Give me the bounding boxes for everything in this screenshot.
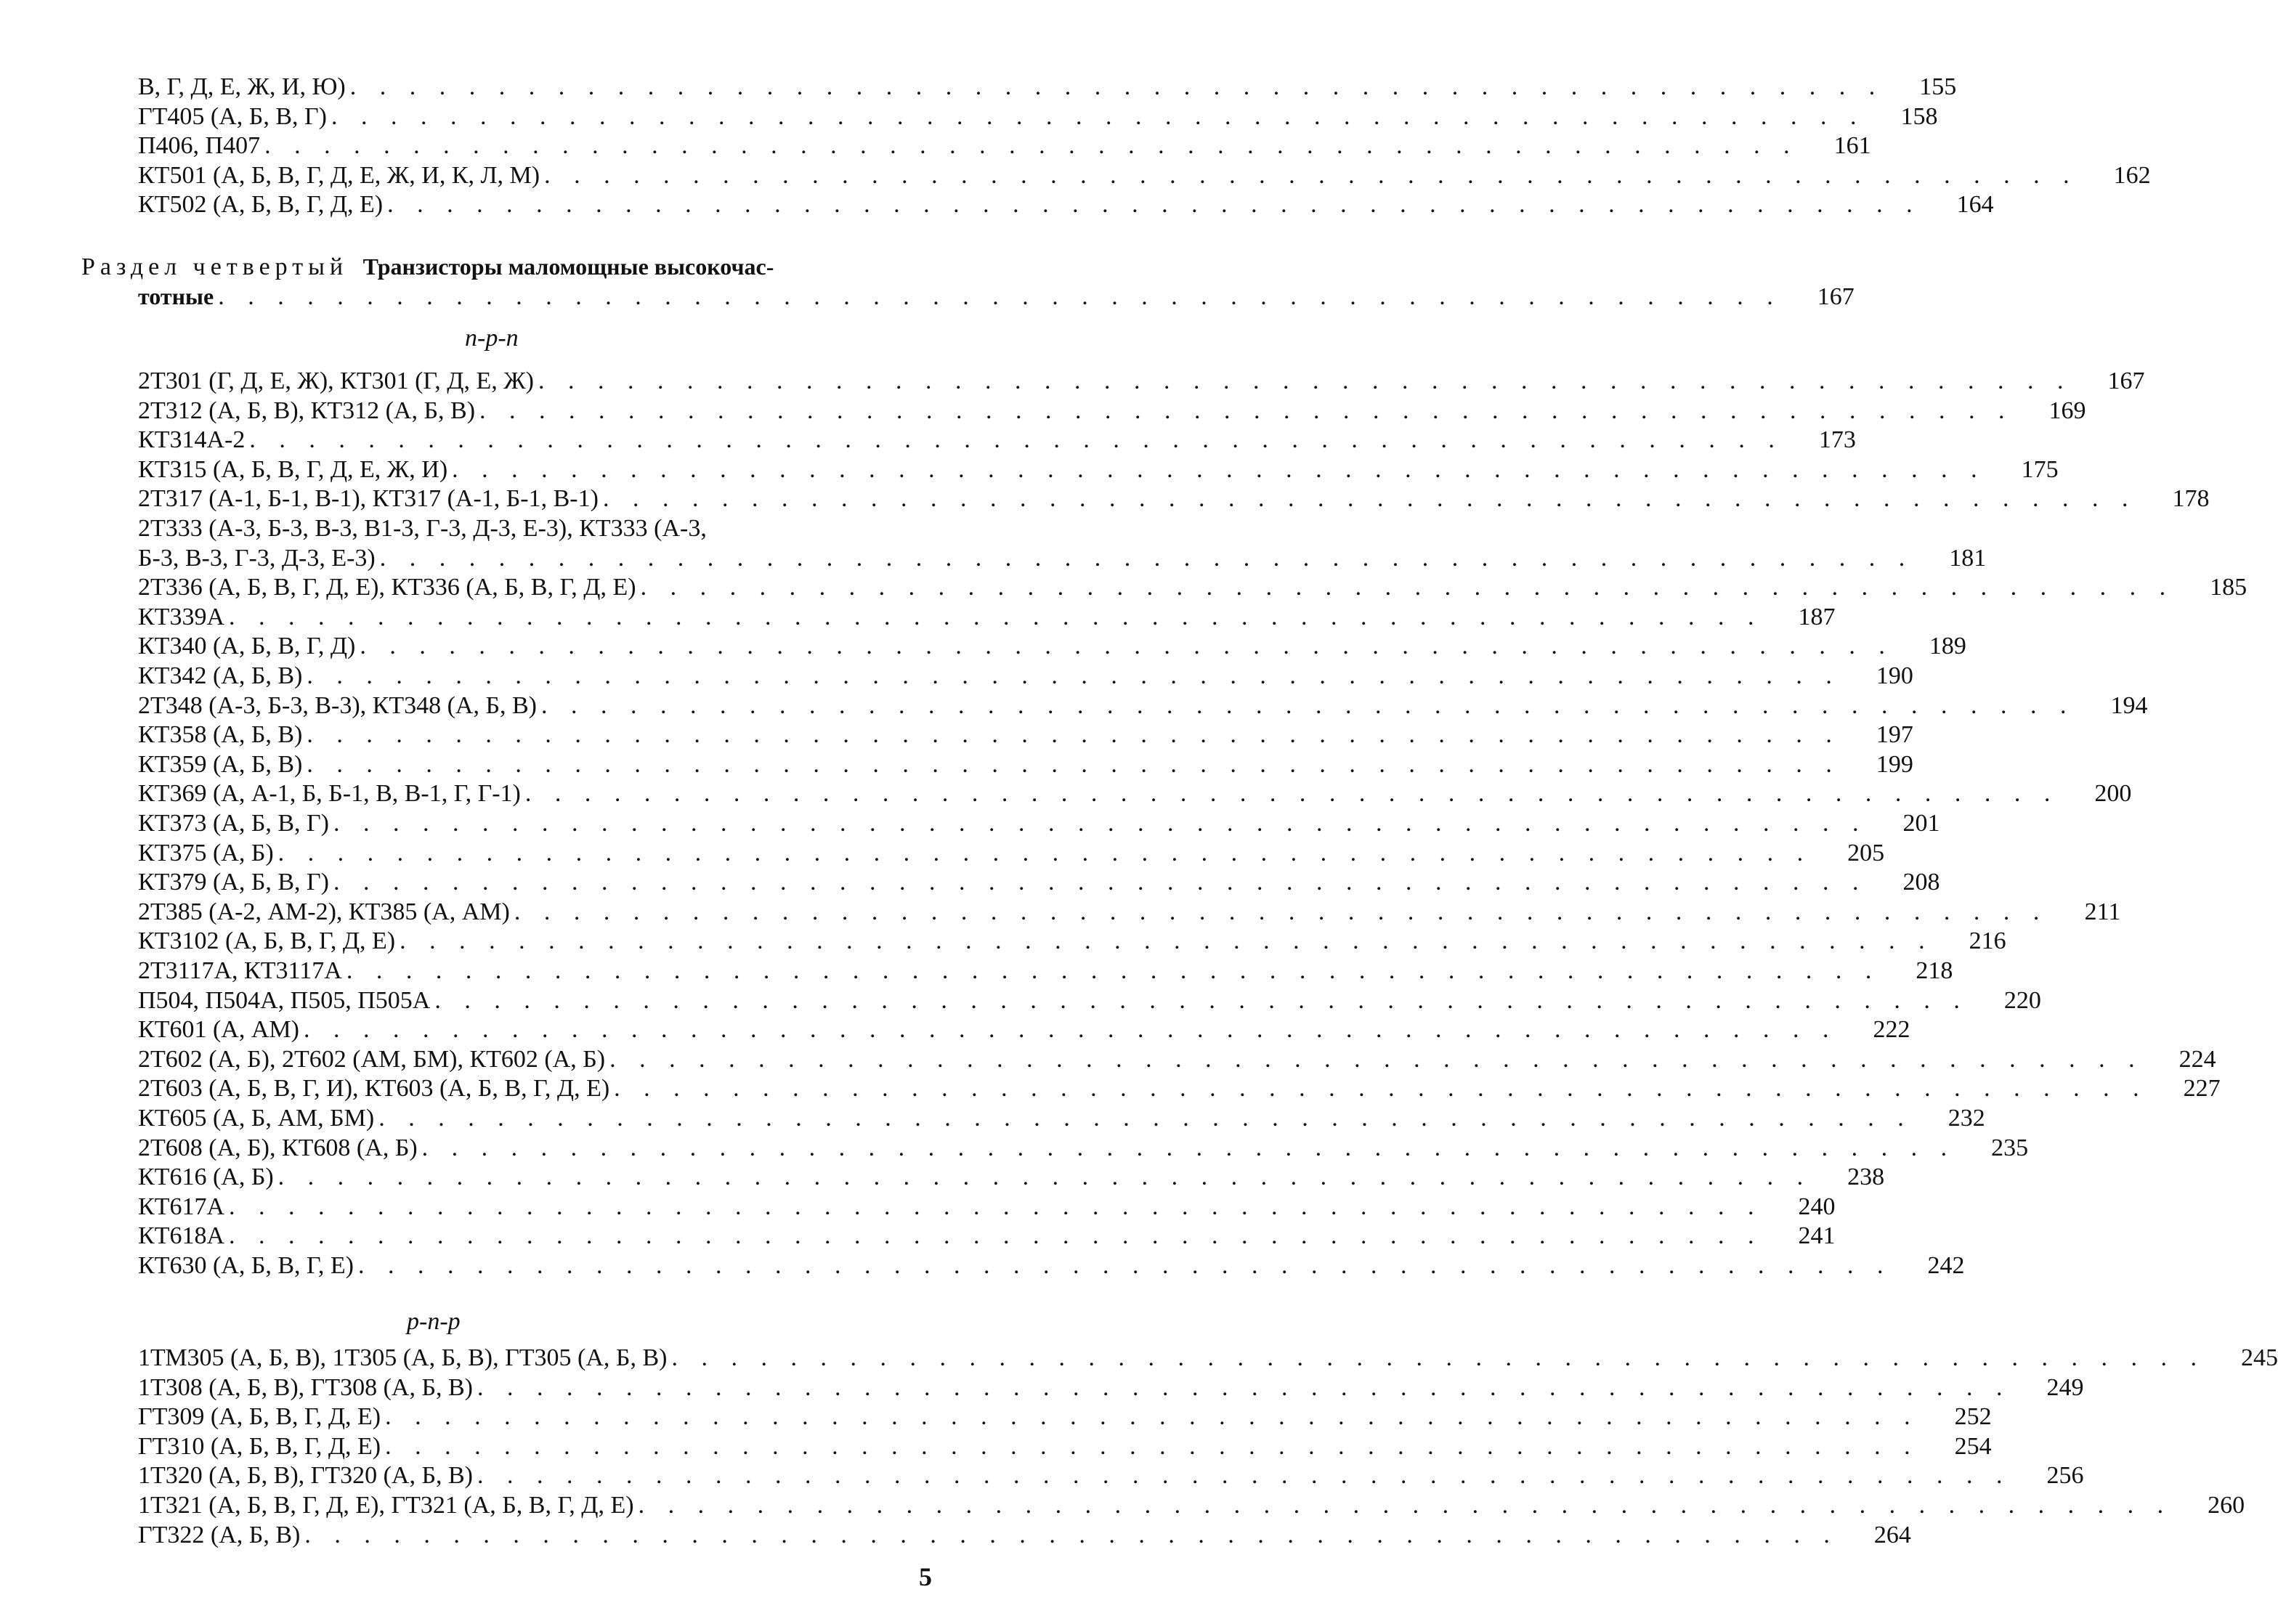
toc-entry-page: 189 — [1929, 633, 1966, 660]
leader-dots: . . . . . . . . . . . . . . . . . . . . . . . . . . . . . . . . . . . . . . . . . . . . . . . . . . . . — [357, 1252, 1892, 1279]
toc-entry-page: 200 — [2094, 780, 2132, 808]
toc-entry-page: 201 — [1902, 810, 1940, 837]
toc-entry-text: КТ358 (А, Б, В) — [138, 721, 303, 749]
leader-dots: . . . . . . . . . . . . . . . . . . . . . . . . . . . . . . . . . . . . . . . . . . . . . . . . . . . . — [229, 1193, 1763, 1220]
toc-entry-text: КТ616 (А, Б) — [138, 1164, 274, 1191]
toc-entry — [138, 73, 1957, 102]
leader-dots: . . . . . . . . . . . . . . . . . . . . . . . . . . . . . . . . . . . . . . . . . . . . . . . . . . . . — [614, 1075, 2148, 1103]
toc-entry — [138, 750, 1913, 779]
toc-entry-page: 211 — [2084, 898, 2121, 925]
toc-entry-page: 158 — [1900, 102, 1938, 130]
toc-entry-text: ГТ310 (А, Б, В, Г, Д, Е) — [138, 1432, 381, 1460]
leader-dots: . . . . . . . . . . . . . . . . . . . . . . . . . . . . . . . . . . . . . . . . . . . . . . . . . . . . — [540, 691, 2075, 719]
toc-entry-page: 222 — [1873, 1016, 1910, 1044]
toc-entry-text: КТ339А — [138, 603, 224, 630]
section-title-line1: Транзисторы маломощные высокочас- — [362, 253, 774, 280]
toc-entry-page: 164 — [1956, 191, 1994, 218]
leader-dots: . . . . . . . . . . . . . . . . . . . . . . . . . . . . . . . . . . . . . . . . . . . . . . . . . . . . — [229, 603, 1763, 630]
toc-entry-page: 190 — [1876, 662, 1913, 689]
toc-entry — [138, 809, 1940, 838]
leader-dots: . . . . . . . . . . . . . . . . . . . . . . . . . . . . . . . . . . . . . . . . . . . . . . . . . . . . — [477, 1373, 2011, 1401]
toc-entry-text: П504, П504А, П505, П505А — [138, 986, 431, 1014]
toc-entry — [138, 190, 1994, 219]
toc-entry-text: 2Т608 (А, Б), КТ608 (А, Б) — [138, 1134, 418, 1161]
leader-dots: . . . . . . . . . . . . . . . . . . . . . . . . . . . . . . . . . . . . . . . . . . . . . . . . . . . . — [249, 426, 1783, 454]
toc-entry — [138, 898, 2121, 927]
toc-entry-text: КТ501 (А, Б, В, Г, Д, Е, Ж, И, К, Л, М) — [138, 161, 540, 189]
toc-entry — [138, 1521, 1911, 1550]
toc-entry-page: 240 — [1798, 1193, 1836, 1220]
toc-entry-text: КТ373 (А, Б, В, Г) — [138, 810, 330, 837]
toc-entry-text: 2Т385 (А-2, АМ-2), КТ385 (А, АМ) — [138, 898, 510, 925]
toc-entry-text: 1ТМ305 (А, Б, В), 1Т305 (А, Б, В), ГТ305 (А, Б, В) — [138, 1344, 668, 1371]
leader-dots: . . . . . . . . . . . . . . . . . . . . . . . . . . . . . . . . . . . . . . . . . . . . . . . . . . . . — [400, 927, 1934, 955]
leader-dots: . . . . . . . . . . . . . . . . . . . . . . . . . . . . . . . . . . . . . . . . . . . . . . . . . . . . — [333, 810, 1868, 837]
toc-entry-text: КТ630 (А, Б, В, Г, Е) — [138, 1252, 354, 1279]
toc-entry-page: 260 — [2208, 1492, 2245, 1519]
toc-entry-text: 2Т301 (Г, Д, Е, Ж), КТ301 (Г, Д, Е, Ж) — [138, 368, 534, 394]
toc-entry — [138, 426, 1856, 455]
toc-entry — [138, 367, 2145, 396]
toc-entry-page: 232 — [1947, 1105, 1985, 1132]
toc-entry-page: 235 — [1991, 1134, 2029, 1161]
toc-entry — [138, 1251, 1965, 1280]
toc-entry-page: 199 — [1876, 750, 1913, 778]
toc-entry-page: 256 — [2046, 1462, 2084, 1490]
leader-dots: . . . . . . . . . . . . . . . . . . . . . . . . . . . . . . . . . . . . . . . . . . . . . . . . . . . . — [379, 544, 1914, 572]
toc-entry-text: В, Г, Д, Е, Ж, И, Ю) — [138, 73, 346, 100]
toc-entry-text: КТ601 (А, АМ) — [138, 1016, 299, 1044]
toc-entry-text: КТ618А — [138, 1222, 224, 1250]
toc-entry — [138, 927, 2006, 956]
toc-entry-text: 1Т320 (А, Б, В), ГТ320 (А, Б, В) — [138, 1462, 473, 1490]
toc-entry — [138, 514, 868, 543]
toc-entry-text: КТ3102 (А, Б, В, Г, Д, Е) — [138, 927, 396, 955]
toc-entry-text: КТ359 (А, Б, В) — [138, 750, 303, 778]
toc-entry-page: 208 — [1902, 869, 1940, 896]
leader-dots: . . . . . . . . . . . . . . . . . . . . . . . . . . . . . . . . . . . . . . . . . . . . . . . . . . . . — [307, 662, 1841, 689]
toc-entry-page: 224 — [2178, 1045, 2216, 1073]
toc-entry — [138, 1163, 1885, 1192]
toc-entry-text: ГТ405 (А, Б, В, Г) — [138, 102, 327, 130]
toc-entry-page: 161 — [1833, 132, 1871, 159]
toc-entry-text: 1Т321 (А, Б, В, Г, Д, Е), ГТ321 (А, Б, В, Г, Д, Е) — [138, 1492, 634, 1519]
toc-entry — [138, 1461, 2084, 1490]
leader-dots: . . . . . . . . . . . . . . . . . . . . . . . . . . . . . . . . . . . . . . . . . . . . . . . . . . . . . — [218, 283, 1782, 310]
toc-entry-text: КТ342 (А, Б, В) — [138, 662, 303, 689]
leader-dots: . . . . . . . . . . . . . . . . . . . . . . . . . . . . . . . . . . . . . . . . . . . . . . . . . . . . — [385, 1432, 1919, 1460]
toc-entry-text: 2Т603 (А, Б, В, Г, И), КТ603 (А, Б, В, Г, Д, Е) — [138, 1075, 610, 1103]
toc-entry-page: 241 — [1798, 1222, 1836, 1250]
toc-entry-text: 2Т3117А, КТ3117А — [138, 957, 342, 984]
toc-entry-page: 245 — [2240, 1344, 2278, 1371]
toc-entry — [138, 455, 2059, 484]
toc-entry-page: 178 — [2172, 485, 2210, 513]
leader-dots: . . . . . . . . . . . . . . . . . . . . . . . . . . . . . . . . . . . . . . . . . . . . . . . . . . . . — [479, 397, 2014, 424]
toc-entry-text: КТ340 (А, Б, В, Г, Д) — [138, 633, 356, 660]
toc-entry — [138, 573, 2247, 602]
subhead-pnp: p-n-p — [407, 1308, 461, 1335]
toc-entry-page: 194 — [2110, 691, 2148, 719]
toc-entry — [138, 1344, 2278, 1373]
toc-entry-page: 238 — [1847, 1164, 1885, 1191]
toc-entry — [138, 1222, 1836, 1251]
toc-entry-page: 218 — [1916, 957, 1953, 984]
leader-dots: . . . . . . . . . . . . . . . . . . . . . . . . . . . . . . . . . . . . . . . . . . . . . . . . . . . . — [602, 485, 2137, 513]
leader-dots: . . . . . . . . . . . . . . . . . . . . . . . . . . . . . . . . . . . . . . . . . . . . . . . . . . . . — [609, 1045, 2144, 1073]
toc-entry-text: 2Т312 (А, Б, В), КТ312 (А, Б, В) — [138, 397, 476, 424]
leader-dots: . . . . . . . . . . . . . . . . . . . . . . . . . . . . . . . . . . . . . . . . . . . . . . . . . . . . — [333, 869, 1868, 896]
toc-entry — [138, 1045, 2216, 1074]
toc-entry-page: 155 — [1919, 73, 1957, 100]
leader-dots: . . . . . . . . . . . . . . . . . . . . . . . . . . . . . . . . . . . . . . . . . . . . . . . . . . . . — [229, 1222, 1763, 1250]
toc-entry — [138, 1193, 1836, 1222]
toc-entry-page: 227 — [2183, 1075, 2221, 1103]
toc-entry-page: 175 — [2021, 455, 2059, 483]
toc-entry-text: КТ375 (А, Б) — [138, 839, 274, 866]
toc-entry-page: 216 — [1969, 927, 2006, 955]
toc-entry — [138, 1015, 1910, 1044]
toc-entry-page: 220 — [2003, 986, 2041, 1014]
toc-entry-page: 197 — [1876, 721, 1913, 749]
toc-entry — [138, 957, 1953, 986]
toc-entry — [138, 986, 2041, 1015]
toc-entry-text: КТ502 (А, Б, В, Г, Д, Е) — [138, 191, 384, 218]
toc-entry — [138, 839, 1885, 868]
leader-dots: . . . . . . . . . . . . . . . . . . . . . . . . . . . . . . . . . . . . . . . . . . . . . . . . . . . . — [264, 132, 1799, 159]
toc-entry — [138, 544, 1987, 573]
toc-entry — [138, 1402, 1992, 1432]
toc-entry-page: 167 — [2107, 368, 2145, 394]
section-heading — [81, 251, 774, 283]
toc-entry-text: ГТ309 (А, Б, В, Г, Д, Е) — [138, 1403, 381, 1431]
toc-entry — [138, 662, 1913, 691]
leader-dots: . . . . . . . . . . . . . . . . . . . . . . . . . . . . . . . . . . . . . . . . . . . . . . . . . . . . — [434, 986, 1969, 1014]
toc-entry-page: 205 — [1847, 839, 1885, 866]
toc-entry — [138, 1491, 2245, 1520]
toc-entry — [138, 484, 2210, 513]
leader-dots: . . . . . . . . . . . . . . . . . . . . . . . . . . . . . . . . . . . . . . . . . . . . . . . . . . . . — [452, 455, 1986, 483]
toc-entry-page: 173 — [1818, 426, 1856, 454]
toc-entry-text: КТ369 (А, А-1, Б, Б-1, В, В-1, Г, Г-1) — [138, 780, 521, 808]
toc-entry-text: 2Т602 (А, Б), 2Т602 (АМ, БМ), КТ602 (А, Б) — [138, 1045, 606, 1073]
leader-dots: . . . . . . . . . . . . . . . . . . . . . . . . . . . . . . . . . . . . . . . . . . . . . . . . . . . . — [349, 73, 1884, 100]
toc-entry-text: ГТ322 (А, Б, В) — [138, 1521, 301, 1548]
leader-dots: . . . . . . . . . . . . . . . . . . . . . . . . . . . . . . . . . . . . . . . . . . . . . . . . . . . . — [277, 839, 1812, 866]
leader-dots: . . . . . . . . . . . . . . . . . . . . . . . . . . . . . . . . . . . . . . . . . . . . . . . . . . . . — [544, 161, 2078, 189]
toc-entry-text: КТ314А-2 — [138, 426, 246, 454]
section-page: 167 — [1817, 283, 1855, 310]
leader-dots: . . . . . . . . . . . . . . . . . . . . . . . . . . . . . . . . . . . . . . . . . . . . . . . . . . . . — [538, 368, 2072, 394]
leader-dots: . . . . . . . . . . . . . . . . . . . . . . . . . . . . . . . . . . . . . . . . . . . . . . . . . . . . — [303, 1016, 1838, 1044]
toc-entry-page: 249 — [2046, 1373, 2084, 1401]
toc-entry — [138, 603, 1836, 632]
toc-entry-text: Б-3, В-3, Г-3, Д-3, Е-3) — [138, 544, 376, 572]
toc-entry-text: П406, П407 — [138, 132, 261, 159]
toc-entry — [138, 1373, 2084, 1402]
subhead-npn: n-p-n — [465, 325, 519, 352]
toc-entry — [138, 779, 2132, 808]
toc-entry-page: 169 — [2048, 397, 2086, 424]
toc-entry-text: 2Т317 (А-1, Б-1, В-1), КТ317 (А-1, Б-1, В-1) — [138, 485, 599, 513]
toc-entry-page: 264 — [1873, 1521, 1911, 1548]
leader-dots: . . . . . . . . . . . . . . . . . . . . . . . . . . . . . . . . . . . . . . . . . . . . . . . . . . . . — [277, 1164, 1812, 1191]
leader-dots: . . . . . . . . . . . . . . . . . . . . . . . . . . . . . . . . . . . . . . . . . . . . . . . . . . . . — [421, 1134, 1956, 1161]
toc-entry-page: 185 — [2210, 574, 2247, 601]
toc-entry — [138, 161, 2151, 190]
toc-entry — [138, 632, 1966, 661]
toc-entry-text: 2Т333 (А-3, Б-3, В-3, В1-3, Г-3, Д-3, Е-3), КТ333 (А-3, — [138, 515, 707, 542]
section-label: Раздел четвертый — [81, 253, 349, 280]
toc-entry-page: 242 — [1927, 1252, 1965, 1279]
leader-dots: . . . . . . . . . . . . . . . . . . . . . . . . . . . . . . . . . . . . . . . . . . . . . . . . . . . . — [524, 780, 2059, 808]
leader-dots: . . . . . . . . . . . . . . . . . . . . . . . . . . . . . . . . . . . . . . . . . . . . . . . . . . . . — [385, 1403, 1919, 1431]
toc-entry — [138, 720, 1913, 750]
toc-entry — [138, 102, 1938, 131]
toc-entry-text: КТ617А — [138, 1193, 224, 1220]
toc-entry-text: КТ605 (А, Б, АМ, БМ) — [138, 1105, 375, 1132]
leader-dots: . . . . . . . . . . . . . . . . . . . . . . . . . . . . . . . . . . . . . . . . . . . . . . . . . . . . — [514, 898, 2048, 925]
leader-dots: . . . . . . . . . . . . . . . . . . . . . . . . . . . . . . . . . . . . . . . . . . . . . . . . . . . . — [638, 1492, 2173, 1519]
leader-dots: . . . . . . . . . . . . . . . . . . . . . . . . . . . . . . . . . . . . . . . . . . . . . . . . . . . . — [671, 1344, 2205, 1371]
leader-dots: . . . . . . . . . . . . . . . . . . . . . . . . . . . . . . . . . . . . . . . . . . . . . . . . . . . . — [640, 574, 2175, 601]
toc-entry — [138, 691, 2148, 720]
toc-entry — [138, 1104, 1985, 1133]
toc-entry — [138, 397, 2086, 426]
leader-dots: . . . . . . . . . . . . . . . . . . . . . . . . . . . . . . . . . . . . . . . . . . . . . . . . . . . . — [378, 1105, 1913, 1132]
leader-dots: . . . . . . . . . . . . . . . . . . . . . . . . . . . . . . . . . . . . . . . . . . . . . . . . . . . . — [304, 1521, 1839, 1548]
toc-entry-page: 254 — [1954, 1432, 1992, 1460]
leader-dots: . . . . . . . . . . . . . . . . . . . . . . . . . . . . . . . . . . . . . . . . . . . . . . . . . . . . — [331, 102, 1865, 130]
toc-entry-page: 252 — [1954, 1403, 1992, 1431]
leader-dots: . . . . . . . . . . . . . . . . . . . . . . . . . . . . . . . . . . . . . . . . . . . . . . . . . . . . — [360, 633, 1894, 660]
leader-dots: . . . . . . . . . . . . . . . . . . . . . . . . . . . . . . . . . . . . . . . . . . . . . . . . . . . . — [346, 957, 1881, 984]
leader-dots: . . . . . . . . . . . . . . . . . . . . . . . . . . . . . . . . . . . . . . . . . . . . . . . . . . . . — [307, 750, 1841, 778]
leader-dots: . . . . . . . . . . . . . . . . . . . . . . . . . . . . . . . . . . . . . . . . . . . . . . . . . . . . — [477, 1462, 2011, 1490]
toc-entry-page: 181 — [1949, 544, 1987, 572]
toc-entry-text: КТ315 (А, Б, В, Г, Д, Е, Ж, И) — [138, 455, 448, 483]
toc-entry-text: 2Т348 (А-3, Б-3, В-3), КТ348 (А, Б, В) — [138, 691, 537, 719]
toc-entry — [138, 1432, 1992, 1461]
toc-entry-text: 2Т336 (А, Б, В, Г, Д, Е), КТ336 (А, Б, В, Г, Д, Е) — [138, 574, 636, 601]
section-title-line2: тотные — [138, 283, 214, 309]
toc-entry — [138, 131, 1871, 161]
toc-entry-page: 162 — [2113, 161, 2151, 189]
page-number: 5 — [919, 1562, 932, 1591]
toc-entry-text: КТ379 (А, Б, В, Г) — [138, 869, 330, 896]
leader-dots: . . . . . . . . . . . . . . . . . . . . . . . . . . . . . . . . . . . . . . . . . . . . . . . . . . . . — [387, 191, 1921, 218]
toc-entry — [138, 1134, 2029, 1163]
toc-entry — [138, 1074, 2221, 1103]
toc-entry-page: 187 — [1798, 603, 1836, 630]
section-title-continuation — [138, 282, 1855, 311]
toc-entry-text: 1Т308 (А, Б, В), ГТ308 (А, Б, В) — [138, 1373, 473, 1401]
toc-entry — [138, 868, 1940, 897]
leader-dots: . . . . . . . . . . . . . . . . . . . . . . . . . . . . . . . . . . . . . . . . . . . . . . . . . . . . — [307, 721, 1841, 749]
